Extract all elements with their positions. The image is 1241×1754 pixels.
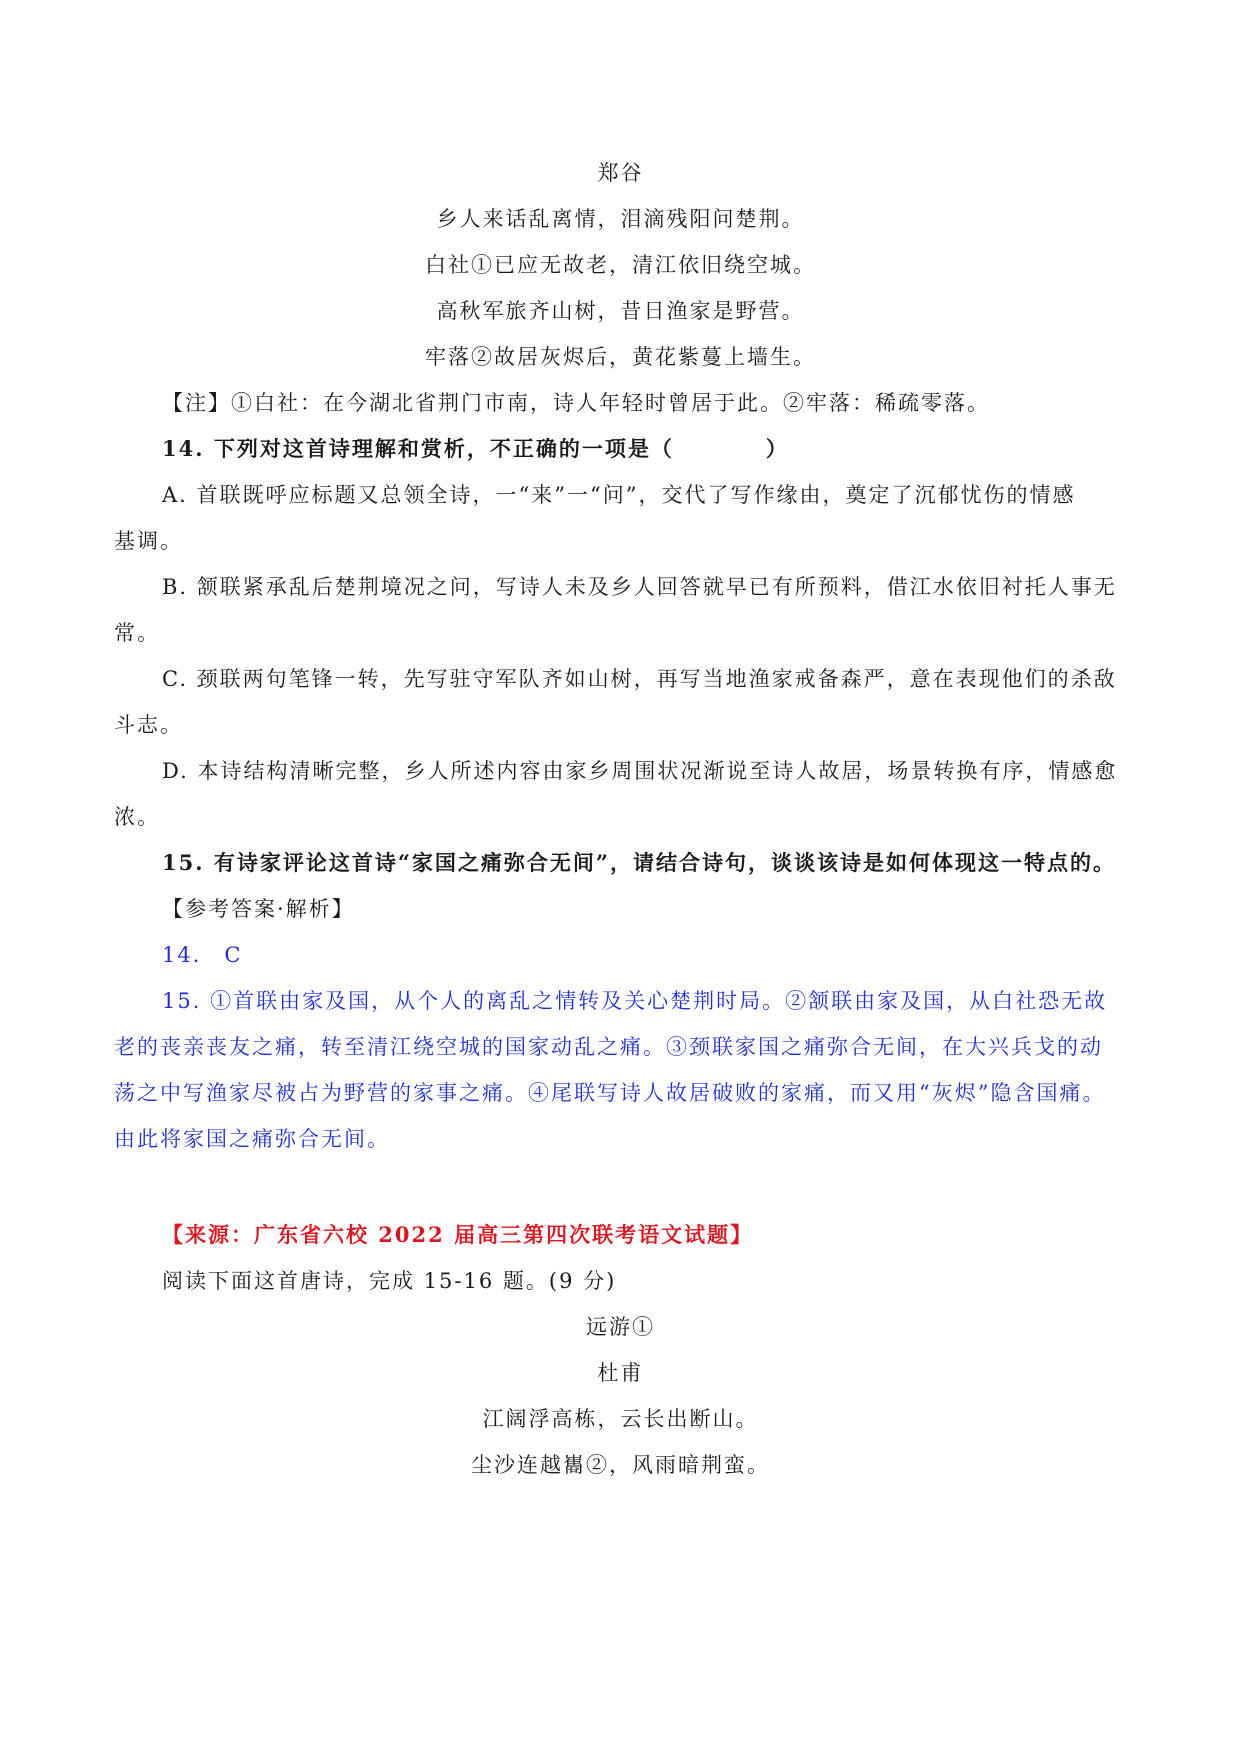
poem-line-4: 牢落②故居灰烬后，黄花紫蔓上墙生。 xyxy=(425,345,816,369)
poem-line-2: 白社①已应无故老，清江依旧绕空城。 xyxy=(425,253,816,277)
option-c-line1: C. 颈联两句笔锋一转，先写驻守军队齐如山树，再写当地渔家戒备森严，意在表现他们的杀敌 xyxy=(162,667,1117,691)
option-a-line2: 基调。 xyxy=(114,529,183,553)
question-14-stem: 14. 下列对这首诗理解和赏析，不正确的一项是（ ） xyxy=(162,436,789,461)
reading-instruction: 阅读下面这首唐诗，完成 15-16 题。(9 分) xyxy=(162,1269,617,1293)
poem-line-1: 乡人来话乱离情，泪滴残阳问楚荆。 xyxy=(436,207,805,231)
option-d-line2: 浓。 xyxy=(114,805,160,829)
poem2-author: 杜甫 xyxy=(597,1361,644,1385)
poem2-line-1: 江阔浮高栋，云长出断山。 xyxy=(482,1407,759,1431)
answer-15-line-2: 老的丧亲丧友之痛，转至清江绕空城的国家动乱之痛。③颈联家国之痛弥合无间，在大兴兵戈的动 xyxy=(114,1035,1103,1059)
answer-15-line-1: 15. ①首联由家及国，从个人的离乱之情转及关心楚荆时局。②颔联由家及国，从白社恐无故 xyxy=(162,989,1108,1013)
answer-15-line-4: 由此将家国之痛弥合无间。 xyxy=(114,1127,390,1151)
poem2-line-2: 尘沙连越巂②，风雨暗荆蛮。 xyxy=(471,1453,770,1477)
poem-note: 【注】①白社：在今湖北省荆门市南，诗人年轻时曾居于此。②牢落：稀疏零落。 xyxy=(162,391,990,415)
option-d-line1: D. 本诗结构清晰完整，乡人所述内容由家乡周围状况渐说至诗人故居，场景转换有序，情感愈 xyxy=(162,759,1118,783)
option-b-line1: B. 颔联紧承乱后楚荆境况之问，写诗人未及乡人回答就早已有所预料，借江水依旧衬托人事无 xyxy=(162,575,1117,599)
source-heading: 【来源：广东省六校 2022 届高三第四次联考语文试题】 xyxy=(162,1222,754,1247)
poem2-title: 远游① xyxy=(586,1315,655,1339)
option-b-line2: 常。 xyxy=(114,621,160,645)
answer-14: 14. C xyxy=(162,943,243,967)
poem-line-3: 高秋军旅齐山树，昔日渔家是野营。 xyxy=(436,299,805,323)
question-15-stem: 15. 有诗家评论这首诗“家国之痛弥合无间”，请结合诗句，谈谈该诗是如何体现这一特点的。 xyxy=(162,850,1117,875)
option-c-line2: 斗志。 xyxy=(114,713,183,737)
answer-15-line-3: 荡之中写渔家尽被占为野营的家事之痛。④尾联写诗人故居破败的家痛，而又用“灰烬”隐含国痛。 xyxy=(114,1081,1106,1105)
option-a-line1: A. 首联既呼应标题又总领全诗，一“来”一“问”，交代了写作缘由，奠定了沉郁忧伤的情感 xyxy=(162,483,1076,507)
poem-author: 郑谷 xyxy=(597,161,644,185)
answer-heading: 【参考答案·解析】 xyxy=(162,897,355,921)
